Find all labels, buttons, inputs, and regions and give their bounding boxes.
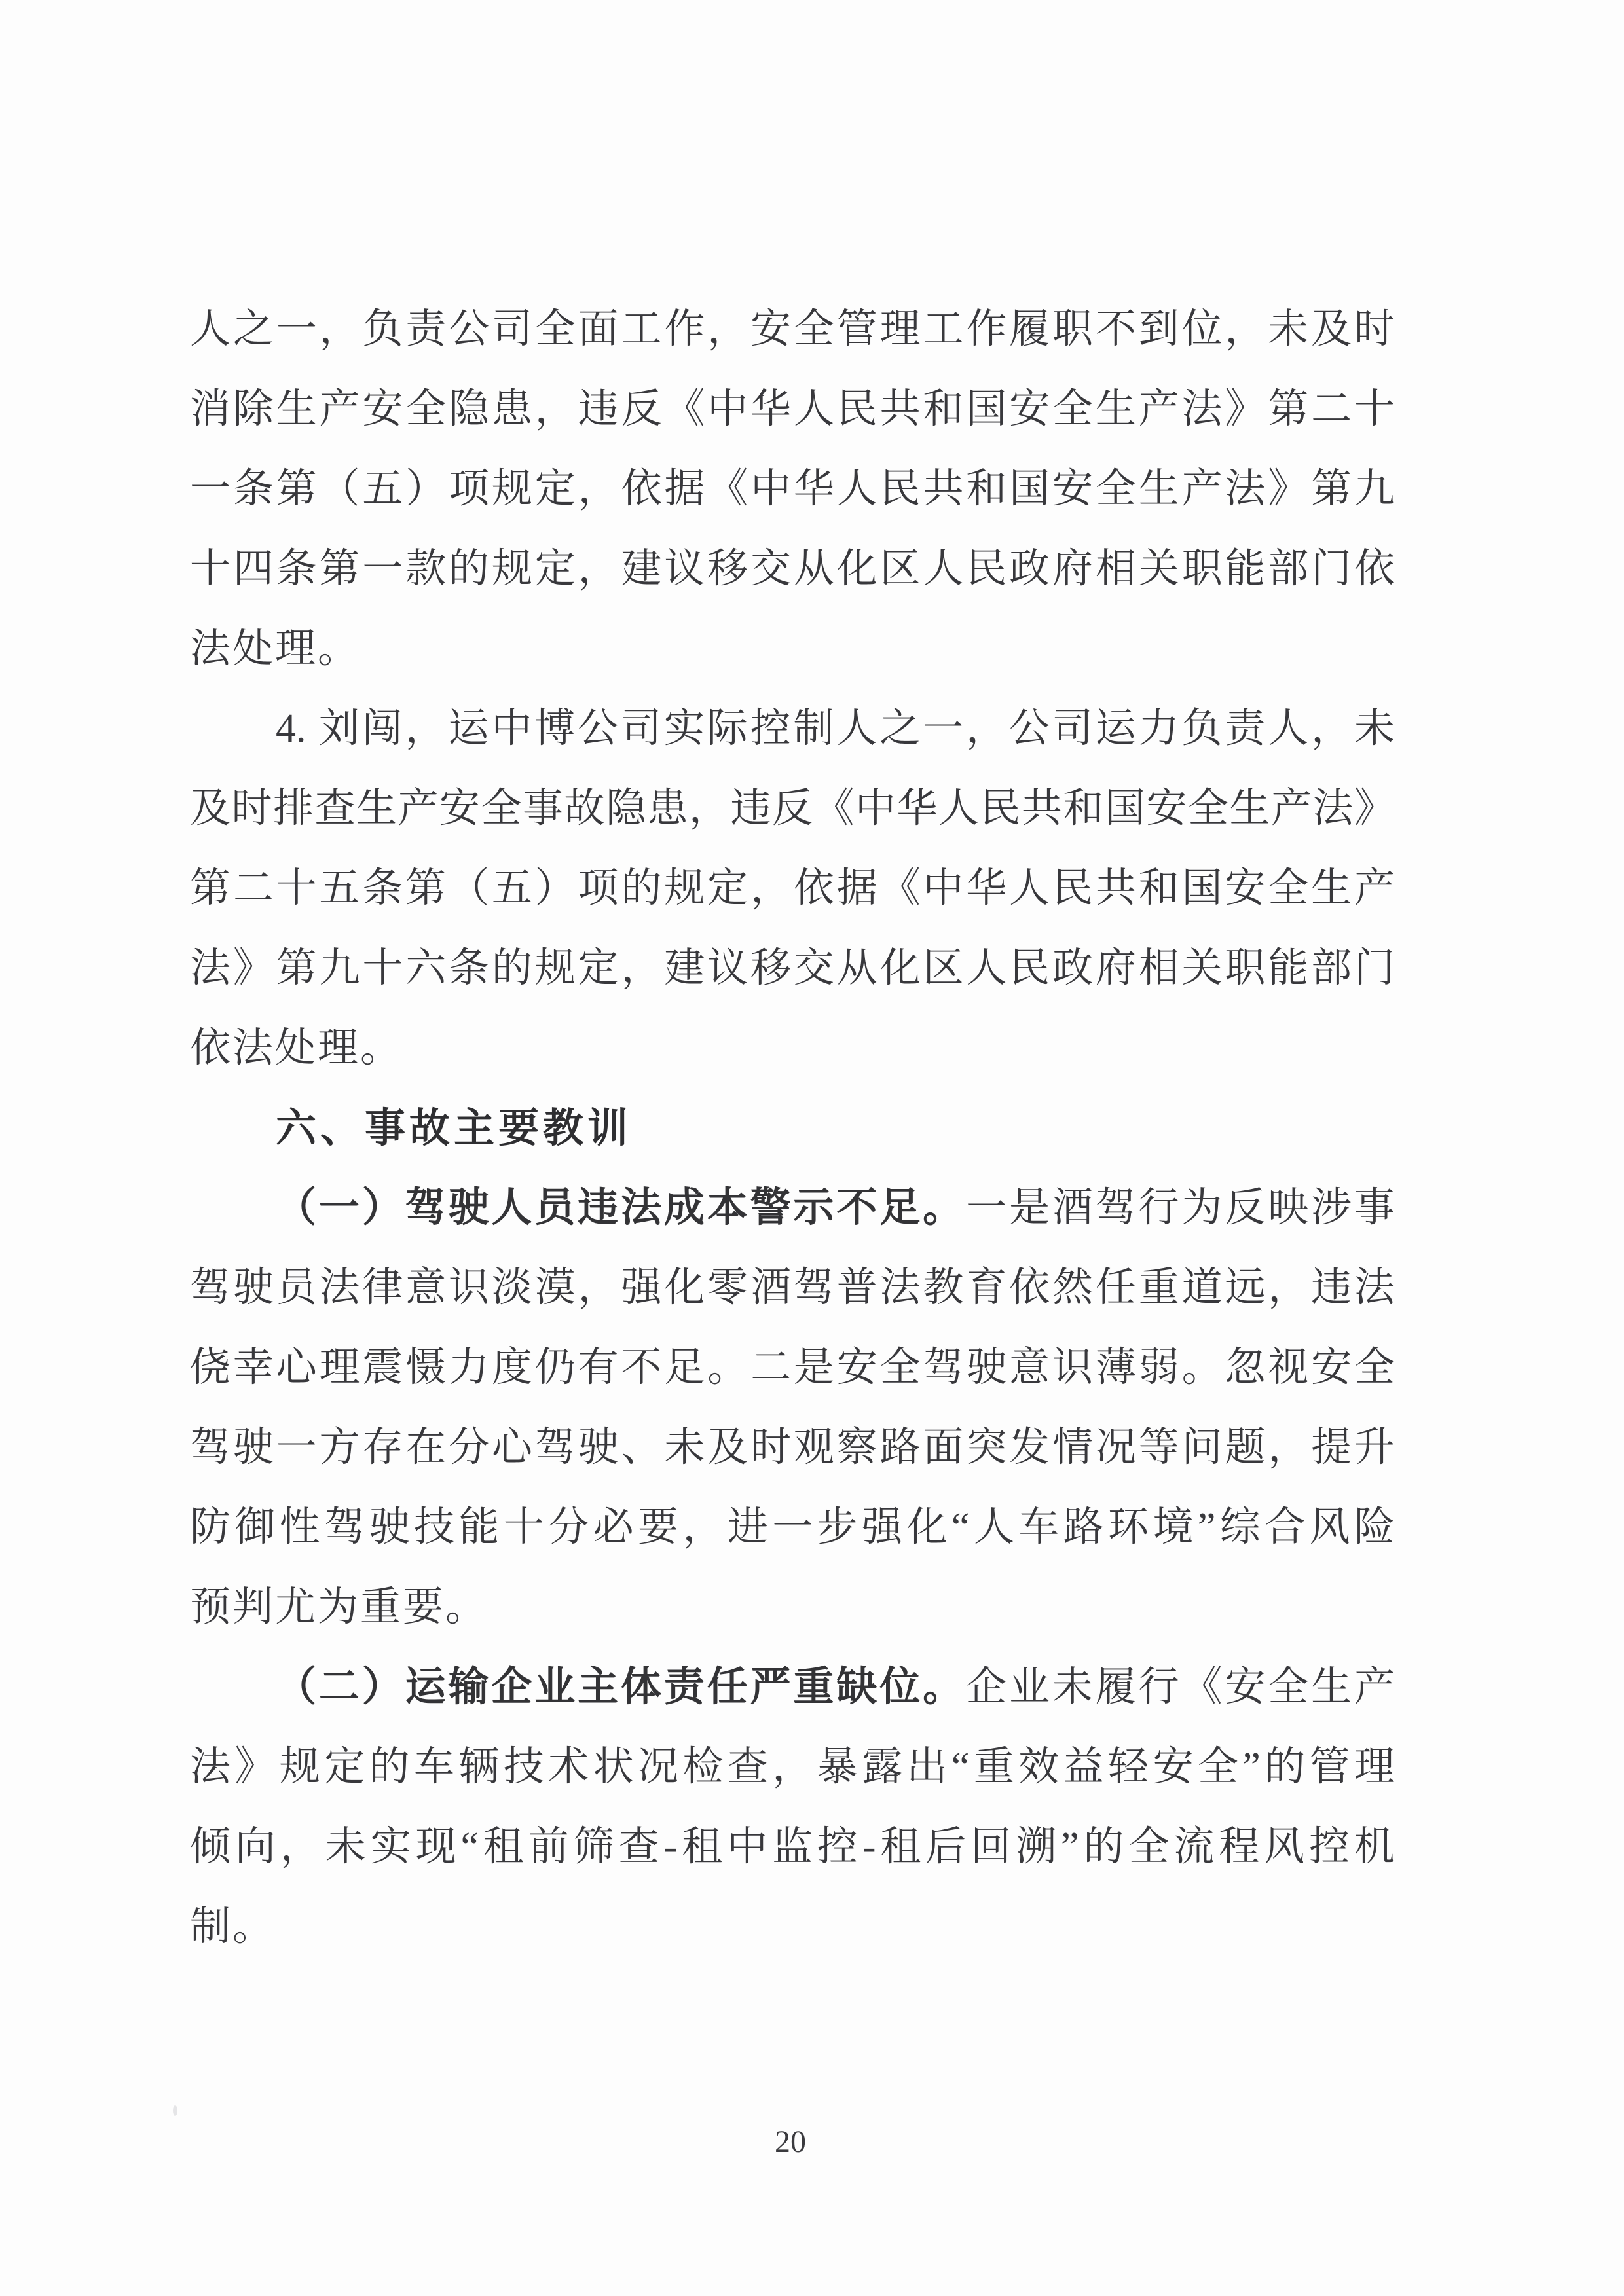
text-line	[190, 1248, 1395, 1328]
body-text: 人之一，负责公司全面工作，安全管理工作履职不到位，未及时	[190, 307, 1395, 352]
body-text: 倾向，未实现“租前筛查-租中监控-租后回溯”的全流程风控机	[190, 1825, 1395, 1869]
body-text: 4. 刘闯，运中博公司实际控制人之一，公司运力负责人，未	[276, 706, 1395, 751]
text-line	[190, 1647, 1395, 1727]
text-line	[190, 289, 1395, 369]
text-line	[190, 769, 1395, 848]
body-text: 法》规定的车辆技术状况检查，暴露出“重效益轻安全”的管理	[190, 1745, 1395, 1789]
body-text: 驾驶一方存在分心驾驶、未及时观察路面突发情况等问题，提升	[190, 1425, 1395, 1470]
text-line	[190, 449, 1395, 529]
body-text: 法》第九十六条的规定，建议移交从化区人民政府相关职能部门	[190, 946, 1395, 991]
body-text: 预判尤为重要。	[190, 1585, 489, 1630]
text-line	[190, 928, 1395, 1008]
lead-phrase-text: （二）运输企业主体责任严重缺位。	[276, 1665, 967, 1709]
text-line	[190, 1328, 1395, 1408]
body-text: 法处理。	[190, 627, 361, 671]
body-text: 侥幸心理震慑力度仍有不足。二是安全驾驶意识薄弱。忽视安全	[190, 1345, 1395, 1390]
text-line	[190, 609, 1395, 689]
text-line	[190, 1008, 1395, 1088]
body-text: 驾驶员法律意识淡漠，强化零酒驾普法教育依然任重道远，违法	[190, 1266, 1395, 1310]
body-text: 企业未履行《安全生产	[966, 1665, 1395, 1709]
body-text: 及时排查生产安全事故隐患，违反《中华人民共和国安全生产法》	[190, 786, 1395, 831]
text-line	[190, 1408, 1395, 1487]
text-line	[190, 1807, 1395, 1887]
text-line	[190, 848, 1395, 928]
page-number: 20	[775, 2124, 806, 2159]
body-text: 一是酒驾行为反映涉事	[966, 1186, 1395, 1230]
heading-text: 六、事故主要教训	[276, 1104, 633, 1152]
text-line	[190, 1168, 1395, 1248]
text-line	[190, 1567, 1395, 1647]
lead-phrase-text: （一）驾驶人员违法成本警示不足。	[276, 1186, 967, 1230]
body-text: 第二十五条第（五）项的规定，依据《中华人民共和国安全生产	[190, 866, 1395, 911]
body-text: 制。	[190, 1904, 276, 1949]
section-heading	[190, 1088, 1395, 1168]
text-line	[190, 1887, 1395, 1967]
text-line	[190, 529, 1395, 609]
text-line	[190, 689, 1395, 769]
text-line	[190, 1727, 1395, 1807]
body-text: 防御性驾驶技能十分必要，进一步强化“人车路环境”综合风险	[190, 1505, 1395, 1550]
body-text: 消除生产安全隐患，违反《中华人民共和国安全生产法》第二十	[190, 387, 1395, 431]
document-body	[190, 289, 1395, 1967]
body-text: 依法处理。	[190, 1026, 403, 1070]
text-line	[190, 1487, 1395, 1567]
scan-artifact	[173, 2105, 177, 2116]
text-line	[190, 369, 1395, 449]
body-text: 十四条第一款的规定，建议移交从化区人民政府相关职能部门依	[190, 547, 1395, 591]
body-text: 一条第（五）项规定，依据《中华人民共和国安全生产法》第九	[190, 467, 1395, 511]
